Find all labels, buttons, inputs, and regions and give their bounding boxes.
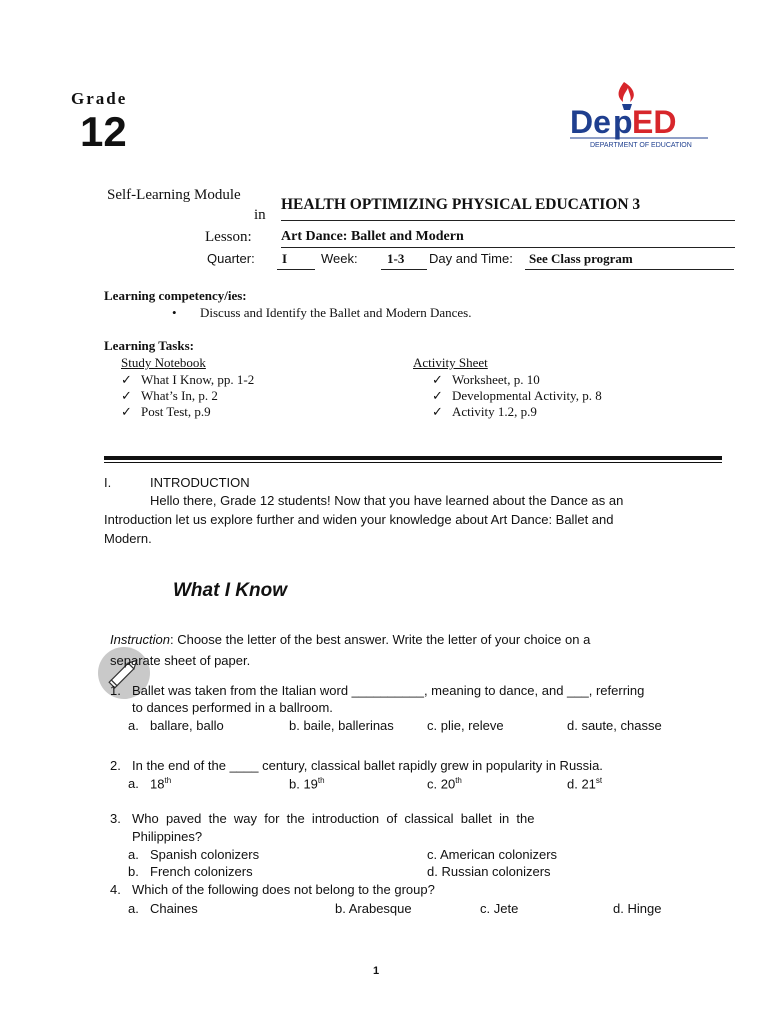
option-c: c. plie, releve <box>427 718 504 733</box>
competency-bullet: • <box>172 305 177 320</box>
list-item: ✓ What’s In, p. 2 <box>121 388 218 403</box>
check-icon: ✓ <box>121 388 132 403</box>
question-number: 4. <box>110 882 121 897</box>
option-c: c. 20th <box>427 776 462 792</box>
option-c: c. Jete <box>480 901 519 916</box>
question-number: 1. <box>110 683 121 698</box>
list-item: ✓ Post Test, p.9 <box>121 404 211 419</box>
quarter-value: I <box>277 251 315 270</box>
check-icon: ✓ <box>432 404 443 419</box>
lesson-label: Lesson: <box>205 229 252 245</box>
page-number: 1 <box>373 965 380 977</box>
deped-logo <box>566 78 716 156</box>
competency-item: Discuss and Identify the Ballet and Modern Dances. <box>200 305 472 320</box>
tasks-heading: Learning Tasks: <box>104 338 194 353</box>
question-text: Which of the following does not belong to the group? <box>132 882 435 897</box>
option-letter: a. <box>128 847 139 862</box>
subject-title: HEALTH OPTIMIZING PHYSICAL EDUCATION 3 <box>281 196 735 221</box>
check-icon: ✓ <box>121 404 132 419</box>
lesson-value: Art Dance: Ballet and Modern <box>281 229 735 248</box>
option-a: Chaines <box>150 901 198 916</box>
option-d: d. saute, chasse <box>567 718 662 733</box>
check-icon: ✓ <box>432 388 443 403</box>
competency-heading: Learning competency/ies: <box>104 288 247 303</box>
instruction-line2: separate sheet of paper. <box>110 653 251 668</box>
quarter-label: Quarter: <box>207 251 255 266</box>
option-letter: a. <box>128 776 139 791</box>
question-number: 2. <box>110 758 121 773</box>
section-divider-thin <box>104 462 722 463</box>
option-letter: a. <box>128 901 139 916</box>
question-number: 3. <box>110 811 121 826</box>
svg-text:De: De <box>570 104 611 140</box>
deped-logo-graphic <box>566 78 716 156</box>
grade-number: 12 <box>80 108 127 155</box>
daytime-value: See Class program <box>525 251 734 270</box>
option-c: c. American colonizers <box>427 847 558 862</box>
question-text: Who paved the way for the introduction of classical ballet in the <box>132 811 535 826</box>
option-letter: b. <box>128 864 139 879</box>
module-label-line2: in <box>254 207 266 223</box>
option-letter: a. <box>128 718 139 733</box>
option-d: d. Hinge <box>613 901 662 916</box>
option-b: French colonizers <box>150 864 253 879</box>
svg-text:p: p <box>613 104 633 140</box>
option-a: Spanish colonizers <box>150 847 260 862</box>
intro-line2: Introduction let us explore further and widen your knowledge about Art Dance: Ballet and <box>104 512 614 527</box>
instruction-line1: Instruction: Choose the letter of the best answer. Write the letter of your choice on a <box>110 632 591 647</box>
module-label-line1: Self-Learning Module <box>107 187 241 203</box>
option-b: b. baile, ballerinas <box>289 718 394 733</box>
check-icon: ✓ <box>432 372 443 387</box>
list-item: ✓ Activity 1.2, p.9 <box>432 404 537 419</box>
question-text-cont: to dances performed in a ballroom. <box>132 700 333 715</box>
daytime-label: Day and Time: <box>429 251 513 266</box>
option-a: ballare, ballo <box>150 718 224 733</box>
grade-label: Grade <box>71 89 128 108</box>
study-notebook-title: Study Notebook <box>121 355 206 370</box>
week-value: 1-3 <box>381 251 427 270</box>
option-d: d. 21st <box>567 776 603 792</box>
option-b: b. 19th <box>289 776 325 792</box>
option-b: b. Arabesque <box>335 901 412 916</box>
check-icon: ✓ <box>121 372 132 387</box>
question-text: In the end of the ____ century, classical ballet rapidly grew in popularity in Russia. <box>132 758 603 773</box>
list-item: ✓ What I Know, pp. 1-2 <box>121 372 255 387</box>
activity-sheet-title: Activity Sheet <box>413 355 488 370</box>
svg-text:ED: ED <box>632 104 677 140</box>
list-item: ✓ Worksheet, p. 10 <box>432 372 540 387</box>
section-divider <box>104 456 722 460</box>
list-item: ✓ Developmental Activity, p. 8 <box>432 388 602 403</box>
option-d: d. Russian colonizers <box>427 864 551 879</box>
question-text-cont: Philippines? <box>132 829 203 844</box>
intro-numeral: I. <box>104 475 112 490</box>
option-a: 18th <box>150 776 172 792</box>
intro-line3: Modern. <box>104 531 152 546</box>
intro-line1: Hello there, Grade 12 students! Now that you have learned about the Dance as an <box>150 493 624 508</box>
question-text: Ballet was taken from the Italian word __________, meaning to dance, and ___, referring <box>132 683 645 698</box>
section-title: What I Know <box>173 580 287 601</box>
intro-heading: INTRODUCTION <box>150 475 250 490</box>
svg-text:DEPARTMENT OF EDUCATION: DEPARTMENT OF EDUCATION <box>590 142 692 149</box>
week-label: Week: <box>321 251 358 266</box>
